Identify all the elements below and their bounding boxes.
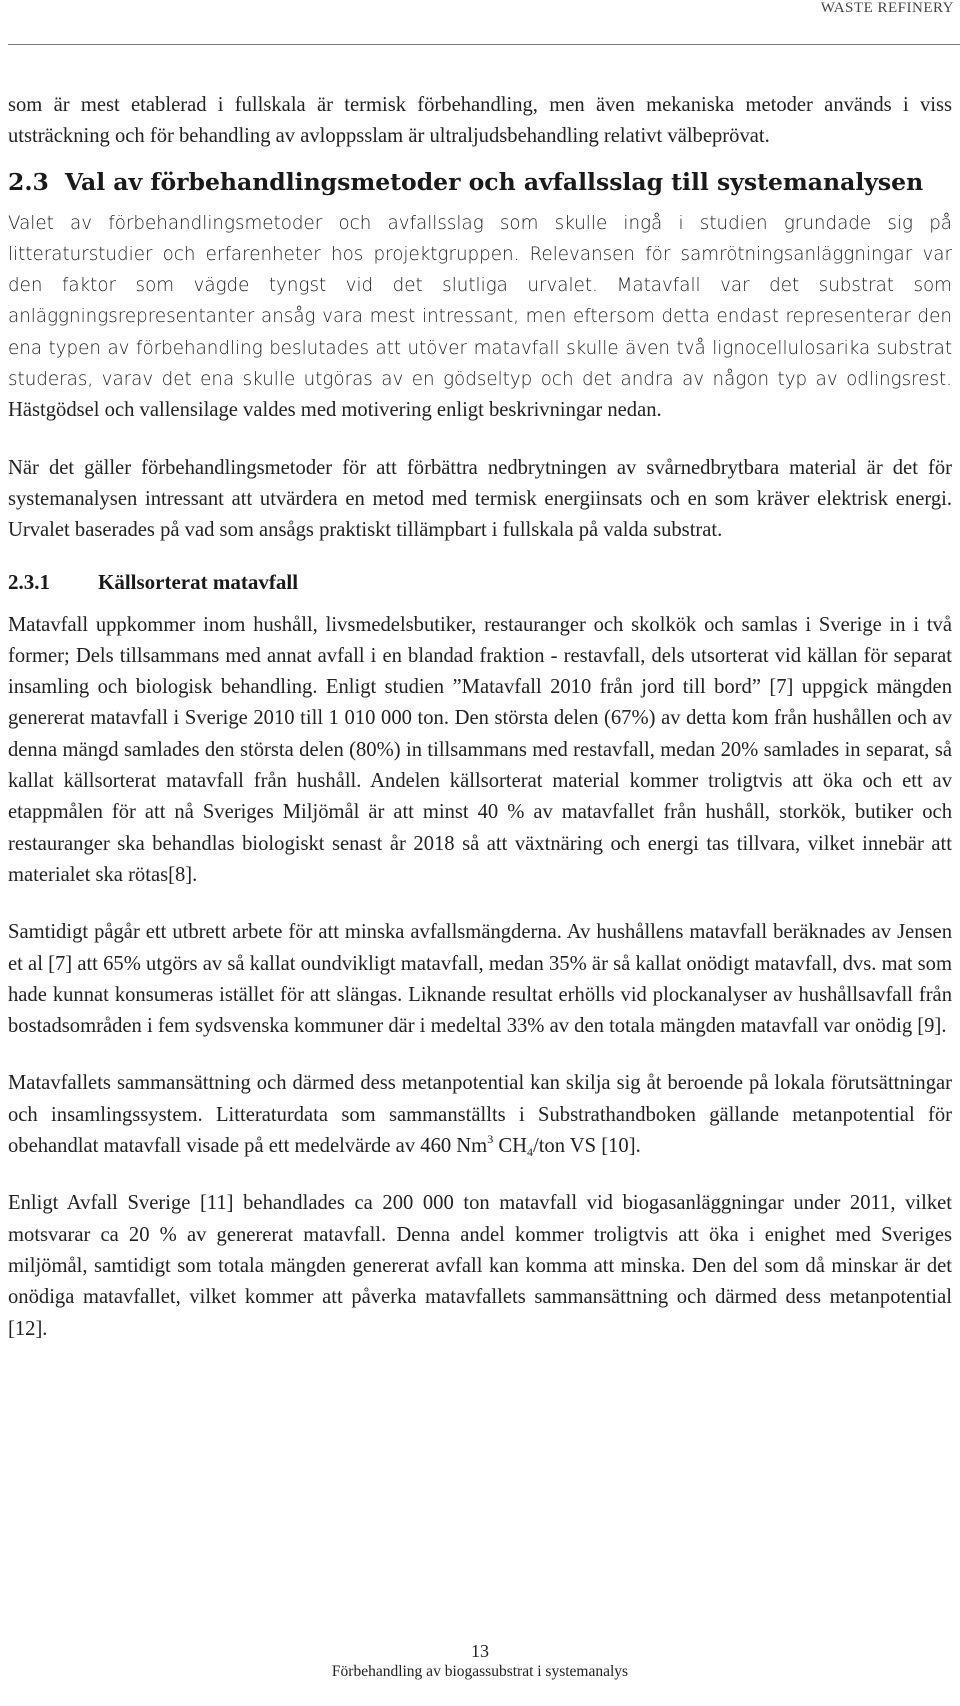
methane-text: Matavfallets sammansättning och därmed dess metanpotential kan skilja sig åt beroende på lokala förutsättningar och insamlingssystem. Litteraturdata som sammanställts i Substrathandboken gällande metanpotential för obehandlat matavfall visade på ett medelvärde av 460 Nm <box>8 1072 952 1158</box>
methane-text-end: /ton VS [10]. <box>532 1135 641 1158</box>
footer-title: Förbehandling av biogassubstrat i systemanalys <box>331 1663 629 1680</box>
section-heading <box>8 167 952 198</box>
running-header: WASTE REFINERY <box>820 0 954 16</box>
superscript-3: 3 <box>487 1132 494 1147</box>
subsection-number: 2.3.1 <box>8 569 50 594</box>
paragraph-selection <box>8 208 952 427</box>
page-header <box>0 0 960 46</box>
paragraph-biogas-plants: Enligt Avfall Sverige [11] behandlades ca 200 000 ton matavfall vid biogasanläggningar under 2011, vilket motsvarar ca 20 % av genererat matavfall. Denna andel kommer troligtvis att öka i enighet med Sveriges miljömål, samtidigt som totala mängden genererat avfall kan komma att minska. Den del som då minskar är det onödiga matavfallet, vilket kommer att påverka matavfallets sammansättning och därmed dess metanpotential [12]. <box>8 1192 952 1340</box>
section-number: 2.3 <box>8 167 49 196</box>
subsection-heading <box>8 567 952 598</box>
paragraph-methods: När det gäller förbehandlingsmetoder för att förbättra nedbrytningen av svårnedbrytbara material är det för systemanalysen intressant att utvärdera en metod med termisk energiinsats och en som kräver elektrisk energi. Urvalet baserades på vad som ansågs praktiskt tillämpbart i fullskala på valda substrat. <box>8 456 952 542</box>
ch-text: CH <box>493 1135 527 1158</box>
subscript-4: 4 <box>526 1145 533 1160</box>
section-title: Val av förbehandlingsmetoder och avfallsslag till systemanalysen <box>64 167 924 196</box>
paragraph-methane-potential <box>8 1068 952 1162</box>
intro-paragraph: som är mest etablerad i fullskala är termisk förbehandling, men även mekaniska metoder används i viss utsträckning och för behandling av avloppsslam är ultraljudsbehandling relativt välbeprövat. <box>8 94 952 148</box>
subsection-title: Källsorterat matavfall <box>98 569 299 594</box>
paragraph-waste-reduction: Samtidigt pågår ett utbrett arbete för att minska avfallsmängderna. Av hushållens matavfall beräknades av Jensen et al [7] att 65% utgörs av så kallat oundvikligt matavfall, medan 35% är så kallat onödigt matavfall, dvs. mat som hade kunnat konsumeras istället för att slängas. Liknande resultat erhölls vid plockanalyser av hushållsavfall från bostadsområden i fem sydsvenska kommuner där i medeltal 33% av den totala mängden matavfall var onödig [9]. <box>8 921 952 1038</box>
paragraph-selection-sans: Valet av förbehandlingsmetoder och avfallsslag som skulle ingå i studien grundade sig på litteraturstudier och erfarenheter hos projektgruppen. Relevansen för samrötningsanläggningar var den faktor som vägde tyngst vid det slutliga urvalet. <box>8 212 952 297</box>
paragraph-food-waste: Matavfall uppkommer inom hushåll, livsmedelsbutiker, restauranger och skolkök och samlas i Sverige in i två former; Dels tillsammans med annat avfall i en blandad fraktion - restavfall, dels utsorterat vid källan för separat insamling och biologisk behandling. Enligt studien ”Matavfall 2010 från jord till bord” [7] uppgick mängden genererat matavfall i Sverige 2010 till 1 010 000 ton. Den största delen (67%) av detta kom från hushållen och av denna mängd samlades den största delen (80%) in tillsammans med restavfall, medan 20% samlades in separat, så kallat källsorterat matavfall från hushåll. Andelen källsorterat material kommer troligtvis att öka och ett av etappmålen för att nå Sveriges Miljömål är att minst 40 % av matavfallet från hushåll, storkök, butiker och restauranger ska behandlas biologiskt senast år 2018 så att växtnäring och energi tas tillvara, vilket innebär att materialet ska rötas[8]. <box>8 613 952 886</box>
page-number: 13 <box>471 1641 489 1661</box>
paragraph-selection-end: Hästgödsel och vallensilage valdes med motivering enligt beskrivningar nedan. <box>8 399 662 422</box>
page-body <box>8 90 952 1345</box>
paragraph-selection-serif: Matavfall var det substrat som anläggningsrepresentanter ansåg vara mest intressant, men eftersom detta endast representerar den ena typen av förbehandling beslutades att utöver matavfall skulle även två lignocellulosarika substrat studeras, varav det ena skulle utgöras av en gödseltyp och det andra av någon typ av odlingsrest. <box>8 275 952 391</box>
header-rule <box>8 44 960 45</box>
page-footer <box>0 1640 960 1682</box>
